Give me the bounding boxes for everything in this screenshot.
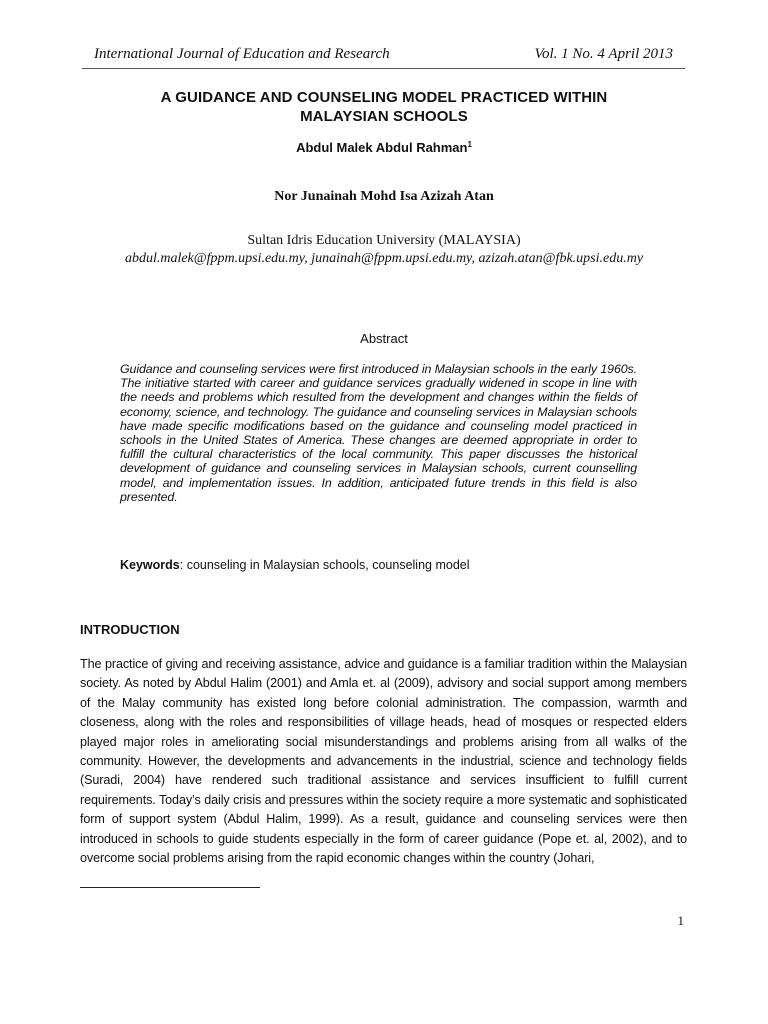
- abstract-body: Guidance and counseling services were first introduced in Malaysian schools in the early 1960s. The initiative started with career and guidance services gradually widened in scope in line with the needs and problems which resulted from the development and changes within the fields of economy, science, and technology. The guidance and counseling services in Malaysian schools have made specific modifications based on the guidance and counseling model practiced in schools in the United States of America. These changes are deemed appropriate in order to fulfill the cultural characteristics of the local community. This paper discusses the historical development of guidance and counseling services in Malaysian schools, current counselling model, and implementation issues. In addition, anticipated future trends in this field is also presented.: [120, 362, 637, 504]
- title-line-1: A GUIDANCE AND COUNSELING MODEL PRACTICED WITHIN: [160, 89, 608, 106]
- footnote-marker: 1: [467, 140, 472, 149]
- running-header: [82, 44, 685, 69]
- author-emails: abdul.malek@fppm.upsi.edu.my, junainah@fppm.upsi.edu.my, azizah.atan@fbk.upsi.edu.my: [124, 251, 644, 266]
- keywords-label: Keywords: [120, 558, 180, 572]
- journal-name: International Journal of Education and Research: [94, 46, 390, 62]
- paper-title: [80, 88, 688, 126]
- keywords-line: [120, 558, 680, 572]
- footnote-separator: [80, 887, 260, 888]
- introduction-body: The practice of giving and receiving assistance, advice and guidance is a familiar tradition within the Malaysian society. As noted by Abdul Halim (2001) and Amla et. al (2009), advisory and social support among members of the Malay community has existed long before colonial administration. The compassion, warmth and closeness, along with the roles and responsibilities of village heads, head of mosques or respected elders played major roles in ameliorating social misunderstandings and problems arising from all walks of the community. However, the developments and advancements in the industrial, science and technology fields (Suradi, 2004) have rendered such traditional assistance and services insufficient to fulfill current requirements. Today’s daily crisis and pressures within the society require a more systematic and sophisticated form of support system (Abdul Halim, 1999). As a result, guidance and counseling services were then introduced in schools to guide students especially in the form of career guidance (Pope et. al, 2002), and to overcome social problems arising from the rapid economic changes within the country (Johari,: [80, 657, 687, 866]
- abstract-heading: Abstract: [360, 331, 408, 346]
- author-affiliation: Sultan Idris Education University (MALAYSIA): [247, 233, 521, 248]
- page-number: 1: [677, 913, 684, 928]
- journal-volume: Vol. 1 No. 4 April 2013: [534, 46, 673, 62]
- keywords-text: : counseling in Malaysian schools, counseling model: [179, 558, 470, 572]
- first-author-name: Abdul Malek Abdul Rahman: [296, 140, 468, 155]
- title-line-2: MALAYSIAN SCHOOLS: [300, 108, 468, 125]
- co-authors: Nor Junainah Mohd Isa Azizah Atan: [274, 189, 494, 204]
- first-author: [0, 140, 768, 155]
- section-heading-introduction: INTRODUCTION: [80, 622, 180, 637]
